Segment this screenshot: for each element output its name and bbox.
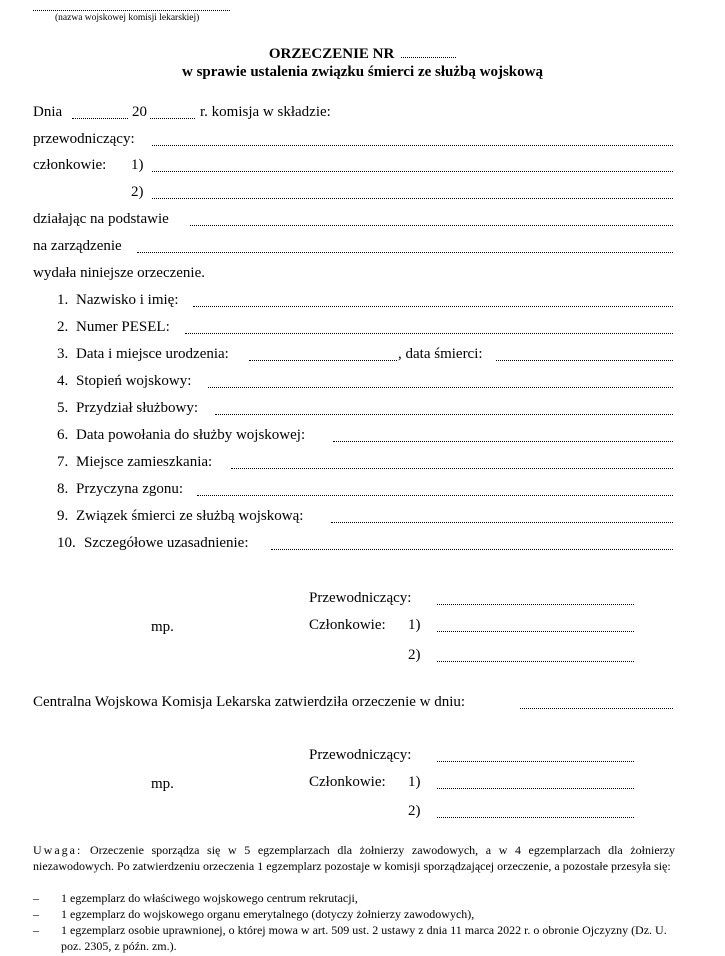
sig1-members-label: Członkowie: <box>309 617 386 633</box>
item-1-label: Nazwisko i imię: <box>76 292 179 308</box>
death-date-label: , data śmierci: <box>398 346 483 362</box>
note-list-item-1 <box>33 890 673 906</box>
day-field[interactable] <box>72 118 128 119</box>
sig2-member-1-field[interactable] <box>437 788 634 789</box>
enlistment-date-field[interactable] <box>333 441 673 442</box>
item-7-number: 7. <box>57 454 69 470</box>
year-prefix: 20 <box>132 104 147 120</box>
approval-statement: Centralna Wojskowa Komisja Lekarska zatwierdziła orzeczenie w dniu: <box>33 694 466 710</box>
item-6-label: Data powołania do służby wojskowej: <box>76 427 306 443</box>
note-bullet: – <box>33 907 39 921</box>
order-field[interactable] <box>137 252 673 253</box>
item-6-number: 6. <box>57 427 69 443</box>
death-date-field[interactable] <box>496 360 673 361</box>
item-7-label: Miejsce zamieszkania: <box>76 454 213 470</box>
issued-statement: wydała niniejsze orzeczenie. <box>33 265 205 281</box>
document-title <box>0 46 725 63</box>
commission-name-line[interactable] <box>33 10 230 11</box>
item-3-label: Data i miejsce urodzenia: <box>76 346 229 362</box>
item-1-number: 1. <box>57 292 69 308</box>
approval-date-field[interactable] <box>520 708 673 709</box>
item-2-number: 2. <box>57 319 69 335</box>
document-subtitle: w sprawie ustalenia związku śmierci ze służbą wojskową <box>182 64 543 80</box>
note-label: Uwaga: <box>33 843 83 857</box>
legal-basis-label: działając na podstawie <box>33 211 169 227</box>
members-label: członkowie: <box>33 157 107 173</box>
sig2-stamp-label: mp. <box>151 776 174 792</box>
note-paragraph <box>33 842 675 874</box>
military-rank-field[interactable] <box>208 387 673 388</box>
item-3-number: 3. <box>57 346 69 362</box>
item-9-number: 9. <box>57 508 69 524</box>
item-4-number: 4. <box>57 373 69 389</box>
commission-name-caption: (nazwa wojskowej komisji lekarskiej) <box>55 13 200 23</box>
day-label: Dnia <box>33 104 63 120</box>
sig1-member-1-field[interactable] <box>437 631 634 632</box>
cause-of-death-field[interactable] <box>197 495 673 496</box>
item-4-label: Stopień wojskowy: <box>76 373 192 389</box>
item-8-label: Przyczyna zgonu: <box>76 481 184 497</box>
year-field[interactable] <box>150 118 195 119</box>
note-bullet: – <box>33 923 39 937</box>
note-list-text-2: 1 egzemplarz do wojskowego organu emerytalnego (dotyczy żołnierzy zawodowych), <box>61 907 475 921</box>
pesel-field[interactable] <box>185 333 673 334</box>
member-1-number: 1) <box>131 157 144 173</box>
sig1-stamp-label: mp. <box>151 619 174 635</box>
member-2-number: 2) <box>131 184 144 200</box>
sig1-member-1-number: 1) <box>408 617 421 633</box>
note-text: Orzeczenie sporządza się w 5 egzemplarzach dla żołnierzy zawodowych, a w 4 egzemplarzach dla żołnierzy niezawodowych. Po zatwierdzeniu orzeczenia 1 egzemplarz pozostaje w komisji sporządzającej orzeczenie, a pozostałe przesyła się: <box>33 843 676 873</box>
residence-field[interactable] <box>231 468 673 469</box>
order-label: na zarządzenie <box>33 238 122 254</box>
justification-field[interactable] <box>271 549 673 550</box>
commission-composition-label: r. komisja w składzie: <box>200 104 331 120</box>
sig2-chair-label: Przewodniczący: <box>309 747 412 763</box>
title-main: ORZECZENIE NR <box>268 46 395 62</box>
note-list-item-3 <box>33 922 673 954</box>
surname-name-field[interactable] <box>193 306 673 307</box>
sig1-chair-label: Przewodniczący: <box>309 590 412 606</box>
item-5-label: Przydział służbowy: <box>76 400 199 416</box>
order-number-field[interactable] <box>401 57 456 58</box>
sig2-chair-field[interactable] <box>437 761 634 762</box>
member-1-field[interactable] <box>152 171 673 172</box>
item-10-number: 10. <box>57 535 76 551</box>
service-assignment-field[interactable] <box>215 414 673 415</box>
note-bullet: – <box>33 891 39 905</box>
item-8-number: 8. <box>57 481 69 497</box>
item-9-label: Związek śmierci ze służbą wojskową: <box>76 508 304 524</box>
birth-date-place-field[interactable] <box>249 360 397 361</box>
member-2-field[interactable] <box>152 198 673 199</box>
item-5-number: 5. <box>57 400 69 416</box>
item-2-label: Numer PESEL: <box>76 319 170 335</box>
sig2-member-1-number: 1) <box>408 774 421 790</box>
sig1-member-2-number: 2) <box>408 647 421 663</box>
sig2-members-label: Członkowie: <box>309 774 386 790</box>
note-list-text-3: 1 egzemplarz osobie uprawnionej, o której mowa w art. 509 ust. 2 ustawy z dnia 11 marca 2022 r. o obronie Ojczyzny (Dz. U. poz. 2305, z późn. zm.). <box>61 923 667 953</box>
sig1-member-2-field[interactable] <box>437 661 634 662</box>
note-list-text-1: 1 egzemplarz do właściwego wojskowego centrum rekrutacji, <box>61 891 358 905</box>
chair-field[interactable] <box>152 145 673 146</box>
service-connection-field[interactable] <box>331 522 673 523</box>
sig2-member-2-number: 2) <box>408 803 421 819</box>
sig1-chair-field[interactable] <box>437 604 634 605</box>
sig2-member-2-field[interactable] <box>437 817 634 818</box>
legal-basis-field[interactable] <box>190 225 673 226</box>
item-10-label: Szczegółowe uzasadnienie: <box>84 535 249 551</box>
note-list-item-2 <box>33 906 673 922</box>
chair-label: przewodniczący: <box>33 131 135 147</box>
